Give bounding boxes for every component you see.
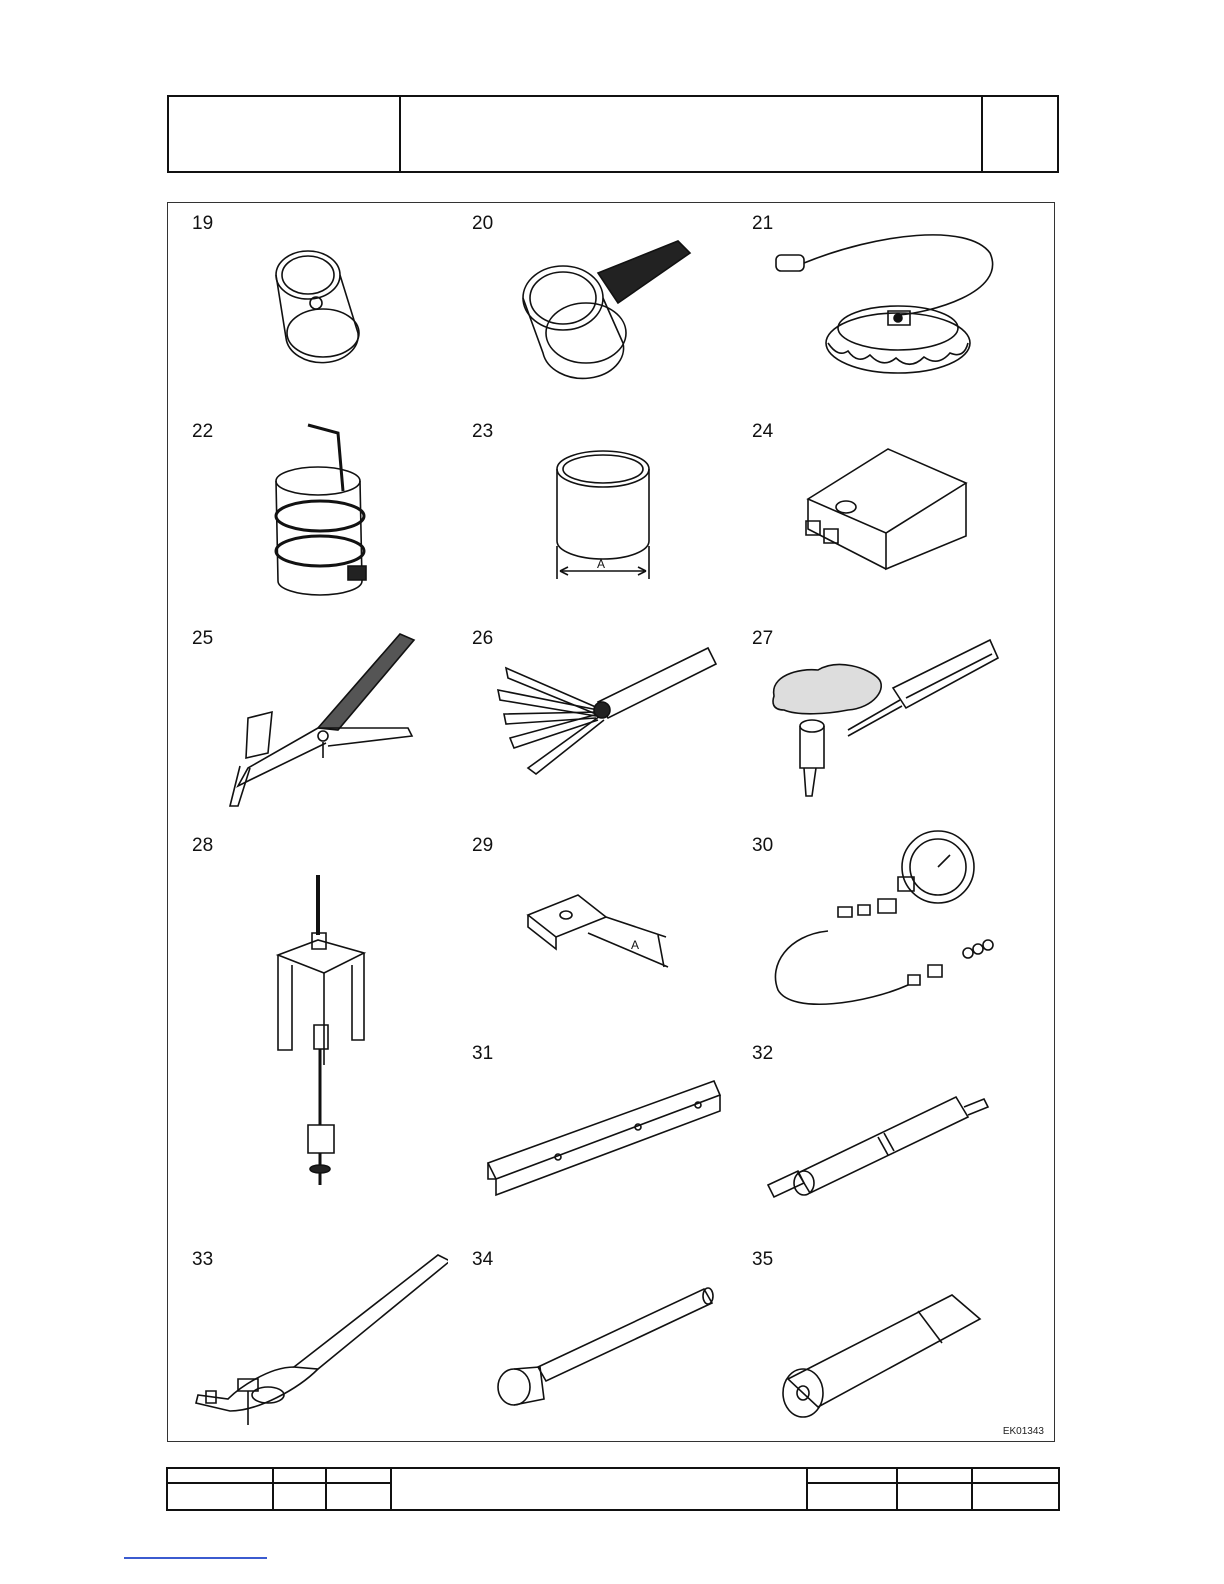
link-underline[interactable] <box>124 1557 267 1559</box>
tool-number: 24 <box>752 421 774 442</box>
piston-ring-pliers-icon <box>168 618 448 823</box>
tool-number: 21 <box>752 213 774 234</box>
tool-number: 26 <box>472 628 494 649</box>
cable-timing-disc-icon <box>728 203 1008 408</box>
tools-illustration-panel <box>167 202 1055 1442</box>
pin-spanner-icon <box>168 1239 448 1444</box>
compression-gauge-icon <box>728 825 1008 1030</box>
alignment-bar-icon <box>448 1033 728 1238</box>
header-cell-middle <box>401 97 983 171</box>
tool-number: 33 <box>192 1249 214 1270</box>
ring-sleeve-icon <box>168 203 448 408</box>
tool-number: 30 <box>752 835 774 856</box>
tool-35 <box>728 1239 1008 1444</box>
tool-23 <box>448 411 728 616</box>
tool-29 <box>448 825 728 1030</box>
tool-number: 22 <box>192 421 214 442</box>
slotted-block-icon <box>728 411 1008 616</box>
header-cell-right <box>983 97 1057 171</box>
tool-number: 34 <box>472 1249 494 1270</box>
piston-ring-compressor-icon <box>168 411 448 616</box>
shim-spacer-icon <box>448 825 728 1030</box>
dimension-label: A <box>631 938 640 952</box>
tool-number: 32 <box>752 1043 774 1064</box>
tool-27 <box>728 618 1008 823</box>
figure-code: EK01343 <box>1002 1426 1044 1437</box>
tube-driver-icon <box>728 1239 1008 1444</box>
tool-number: 31 <box>472 1043 494 1064</box>
tool-number: 29 <box>472 835 494 856</box>
tool-31 <box>448 1033 728 1238</box>
tool-number: 20 <box>472 213 494 234</box>
tool-21 <box>728 203 1008 408</box>
header-title-block <box>167 95 1059 173</box>
cylinder-sleeve-icon <box>448 411 728 616</box>
tool-25 <box>168 618 448 823</box>
tool-32 <box>728 1033 1008 1238</box>
tool-33 <box>168 1239 448 1444</box>
tool-24 <box>728 411 1008 616</box>
tool-26 <box>448 618 728 823</box>
tool-number: 28 <box>192 835 214 856</box>
tool-number: 19 <box>192 213 214 234</box>
valve-spring-compressor-icon <box>168 825 448 1239</box>
tool-number: 27 <box>752 628 774 649</box>
tool-19 <box>168 203 448 408</box>
tool-number: 23 <box>472 421 494 442</box>
tool-28 <box>168 825 448 1239</box>
tool-30 <box>728 825 1008 1030</box>
header-cell-left <box>169 97 401 171</box>
tool-34 <box>448 1239 728 1444</box>
cylindrical-drift-icon <box>728 1033 1008 1238</box>
scraper-screwdriver-icon <box>728 618 1008 823</box>
tool-20 <box>448 203 728 408</box>
tool-22 <box>168 411 448 616</box>
tool-number: 25 <box>192 628 214 649</box>
footer-revision-table <box>166 1467 1060 1511</box>
seal-driver-icon <box>448 1239 728 1444</box>
tool-number: 35 <box>752 1249 774 1270</box>
feeler-gauge-icon <box>448 618 728 823</box>
dimension-label: A <box>597 557 606 571</box>
handled-ring-installer-icon <box>448 203 728 408</box>
